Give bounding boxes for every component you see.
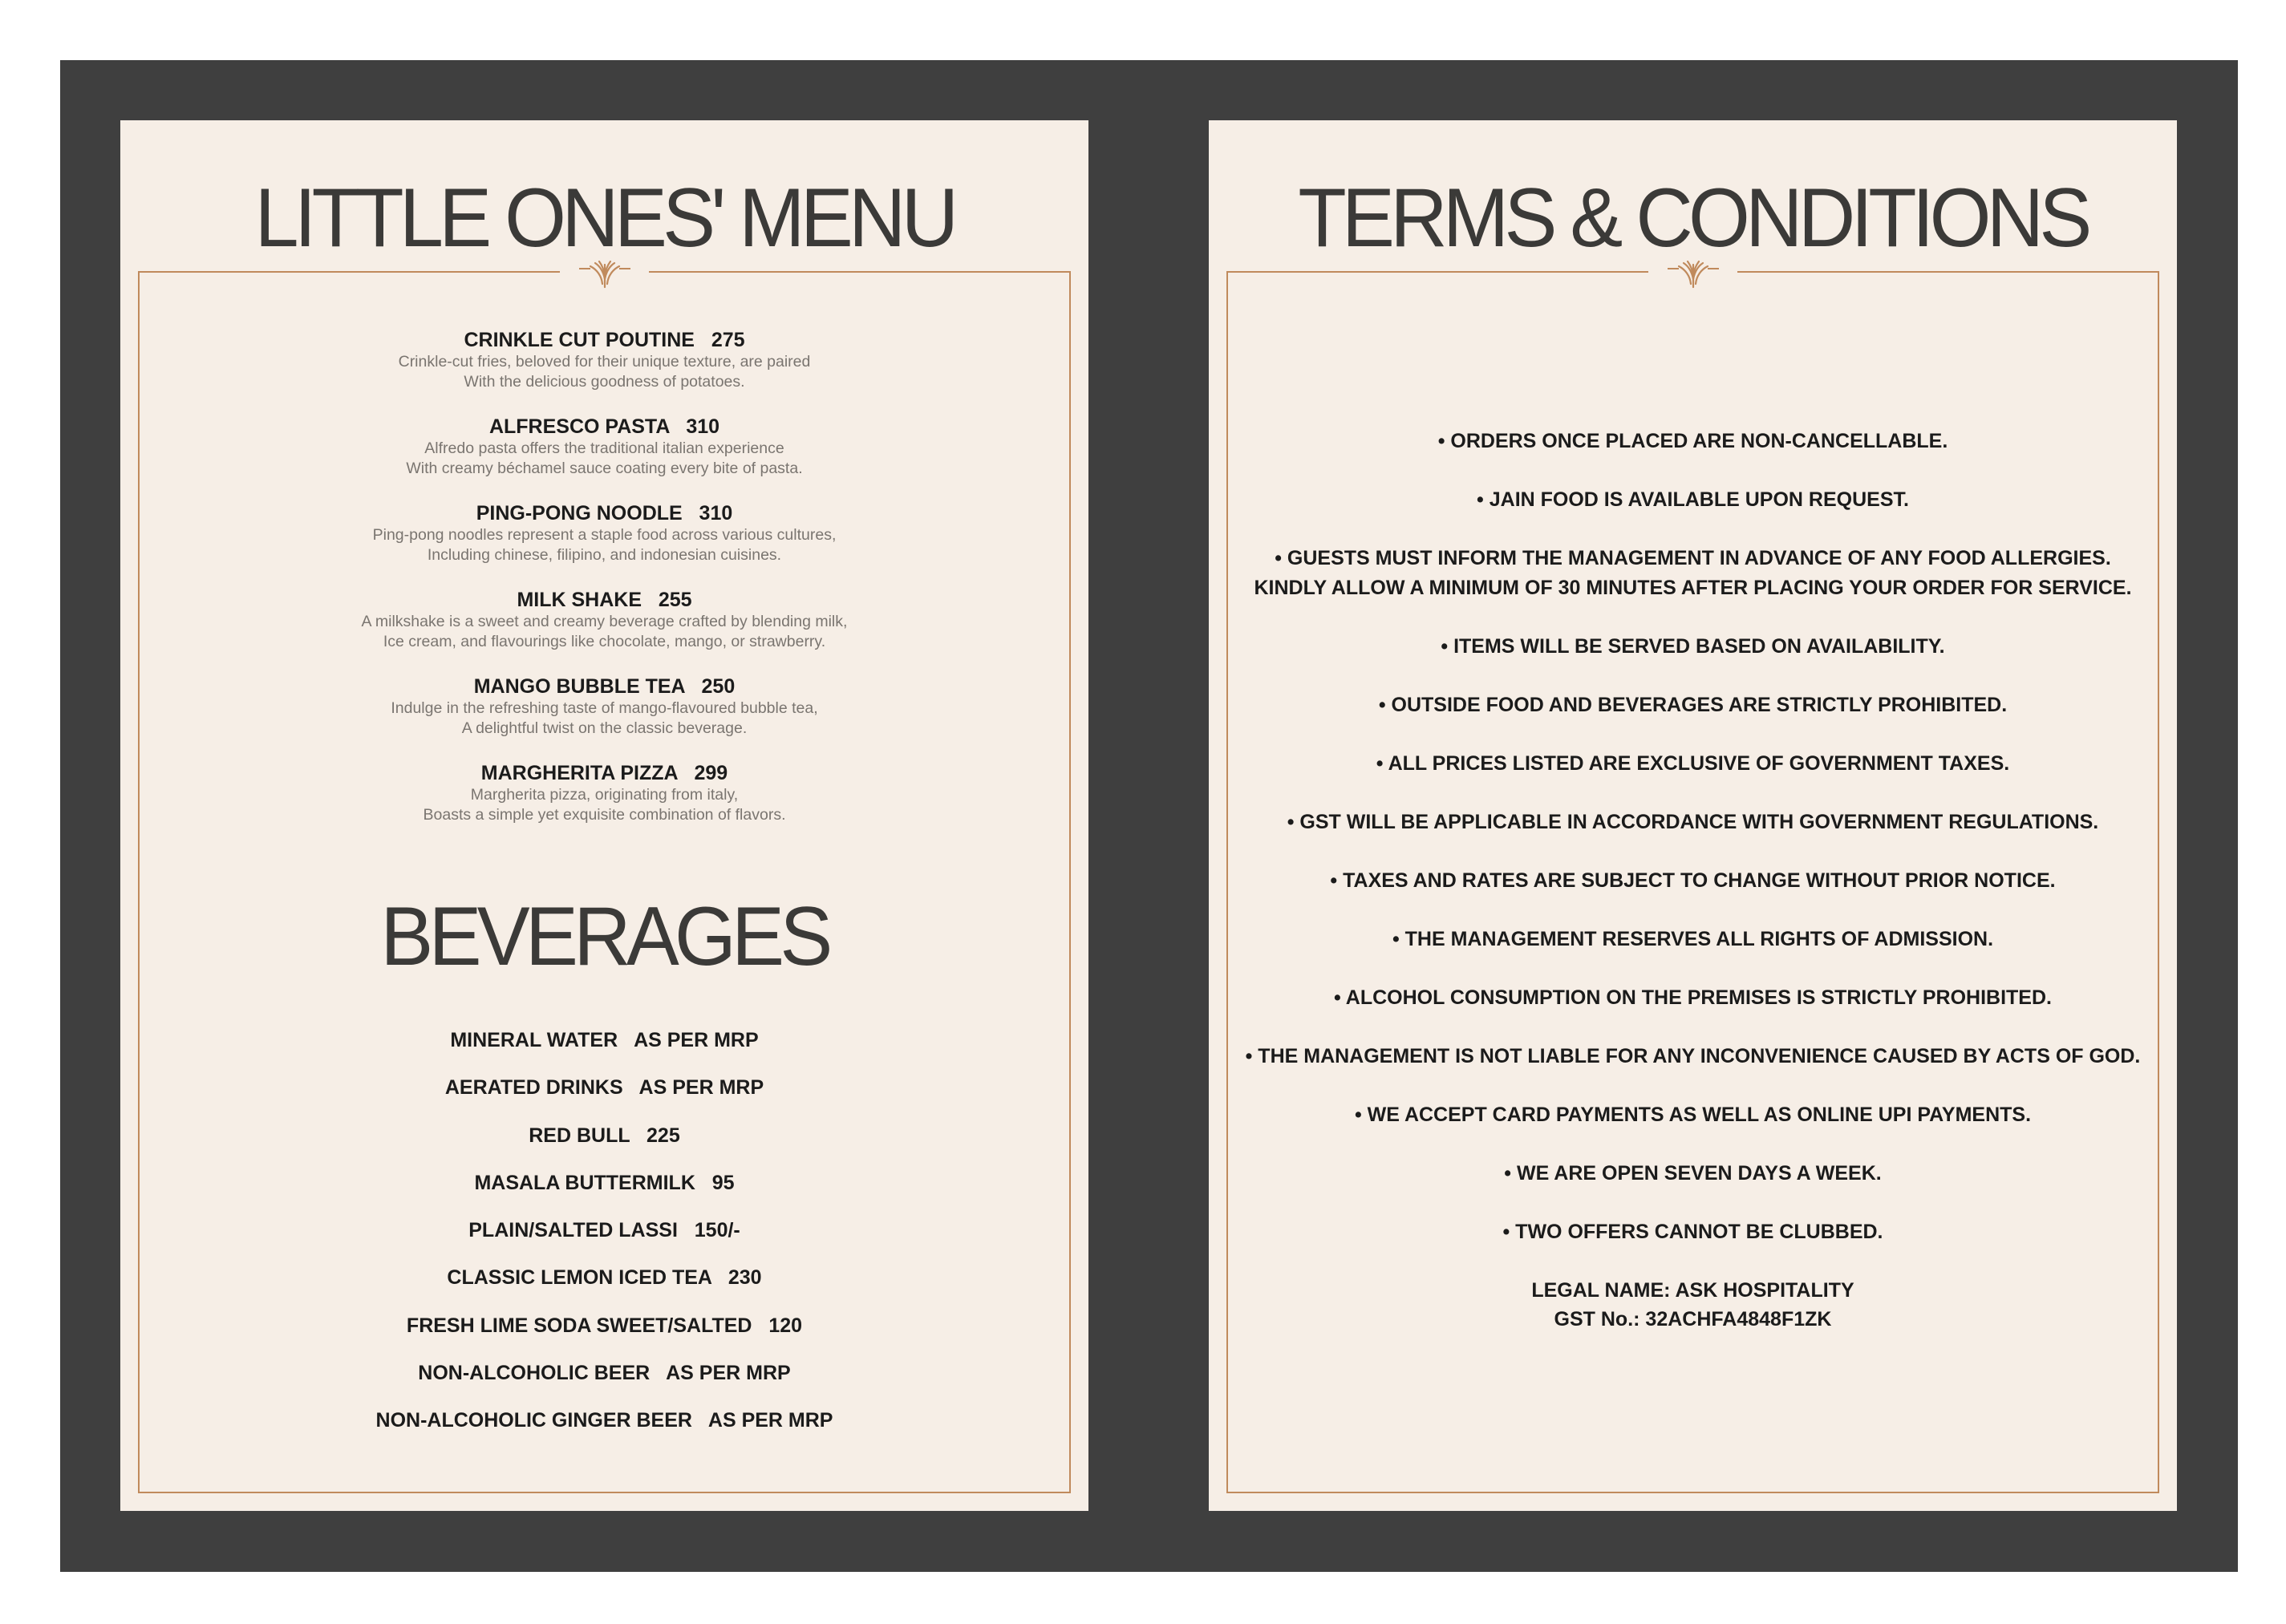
item-description: Alfredo pasta offers the traditional italian experience <box>424 439 784 457</box>
term-item: • THE MANAGEMENT IS NOT LIABLE FOR ANY INCONVENIENCE CAUSED BY ACTS OF GOD. <box>1245 1044 2141 1067</box>
term-item: • ALCOHOL CONSUMPTION ON THE PREMISES IS STRICTLY PROHIBITED. <box>1334 986 2052 1009</box>
item-description: Crinkle-cut fries, beloved for their unique texture, are paired <box>398 353 811 371</box>
item-heading <box>120 415 1088 439</box>
item-description: A delightful twist on the classic beverage. <box>461 719 748 737</box>
menu-title: LITTLE ONES' MENU <box>254 172 955 265</box>
beverage-price: 225 <box>646 1124 680 1147</box>
beverage-price: 150/- <box>694 1219 740 1242</box>
beverage-item <box>120 1266 1088 1313</box>
item-description: Ice cream, and flavourings like chocolate, mango, or strawberry. <box>383 633 826 650</box>
beverage-item <box>120 1361 1088 1408</box>
item-heading <box>120 588 1088 612</box>
beverage-items <box>120 1028 1088 1456</box>
item-name: CRINKLE CUT POUTINE <box>464 329 695 351</box>
beverage-item <box>120 1218 1088 1266</box>
menu-item <box>120 415 1088 501</box>
term-item: • TWO OFFERS CANNOT BE CLUBBED. <box>1502 1220 1883 1243</box>
item-price: 310 <box>686 415 720 438</box>
kids-menu-page <box>120 120 1088 1511</box>
item-description: Ping-pong noodles represent a staple food across various cultures, <box>372 526 837 544</box>
term-item: • WE ARE OPEN SEVEN DAYS A WEEK. <box>1504 1161 1882 1185</box>
item-price: 275 <box>711 329 745 351</box>
menu-items <box>120 328 1088 848</box>
item-price: 310 <box>699 502 733 524</box>
item-price: 255 <box>658 589 692 611</box>
beverage-price: AS PER MRP <box>666 1362 791 1385</box>
menu-item <box>120 674 1088 761</box>
term-item: • ITEMS WILL BE SERVED BASED ON AVAILABILITY. <box>1441 634 1945 658</box>
menu-item <box>120 588 1088 674</box>
item-description: Margherita pizza, originating from italy, <box>470 786 739 804</box>
beverage-price: 120 <box>768 1314 803 1337</box>
item-description: Indulge in the refreshing taste of mango-flavoured bubble tea, <box>391 699 818 717</box>
beverage-price: AS PER MRP <box>707 1409 833 1432</box>
terms-title: TERMS & CONDITIONS <box>1298 172 2088 265</box>
item-name: ALFRESCO PASTA <box>488 415 670 438</box>
term-item: • ORDERS ONCE PLACED ARE NON-CANCELLABLE. <box>1437 430 1948 452</box>
term-item: • JAIN FOOD IS AVAILABLE UPON REQUEST. <box>1477 488 1909 511</box>
beverage-name: FRESH LIME SODA SWEET/SALTED <box>406 1314 752 1337</box>
terms-page <box>1209 120 2177 1511</box>
item-heading <box>120 674 1088 699</box>
beverage-name: RED BULL <box>529 1124 630 1147</box>
beverage-item <box>120 1408 1088 1456</box>
beverages-title: BEVERAGES <box>380 890 829 983</box>
menu-item <box>120 501 1088 588</box>
terms-list <box>1209 427 2177 1363</box>
term-item: • WE ACCEPT CARD PAYMENTS AS WELL AS ONLINE UPI PAYMENTS. <box>1354 1103 2032 1126</box>
beverage-name: MASALA BUTTERMILK <box>474 1171 695 1194</box>
item-description: A milkshake is a sweet and creamy beverage crafted by blending milk, <box>361 613 848 630</box>
item-name: MANGO BUBBLE TEA <box>473 675 685 698</box>
item-description: Including chinese, filipino, and indonesian cuisines. <box>427 546 782 564</box>
item-heading <box>120 761 1088 785</box>
beverage-name: CLASSIC LEMON ICED TEA <box>447 1266 712 1290</box>
beverage-price: AS PER MRP <box>638 1076 764 1100</box>
beverage-price: 95 <box>711 1171 735 1194</box>
term-item: • TAXES AND RATES ARE SUBJECT TO CHANGE WITHOUT PRIOR NOTICE. <box>1330 869 2056 892</box>
beverage-price: AS PER MRP <box>634 1029 759 1051</box>
item-price: 250 <box>701 675 736 698</box>
term-item: • OUTSIDE FOOD AND BEVERAGES ARE STRICTLY PROHIBITED. <box>1378 693 2008 716</box>
beverage-item <box>120 1314 1088 1361</box>
term-item: • GST WILL BE APPLICABLE IN ACCORDANCE WITH GOVERNMENT REGULATIONS. <box>1287 810 2099 833</box>
item-name: MARGHERITA PIZZA <box>480 762 678 784</box>
item-description: With the delicious goodness of potatoes. <box>464 373 745 391</box>
item-name: PING-PONG NOODLE <box>476 502 683 524</box>
beverage-item <box>120 1028 1088 1075</box>
beverage-name: MINERAL WATER <box>450 1029 618 1051</box>
beverage-name: NON-ALCOHOLIC GINGER BEER <box>375 1409 692 1432</box>
term-item: • GUESTS MUST INFORM THE MANAGEMENT IN ADVANCE OF ANY FOOD ALLERGIES. KINDLY ALLOW A MINIMUM OF 30 MINUTES AFTER PLACING YOUR ORDER FOR SERVICE. <box>1254 547 2132 599</box>
beverage-item <box>120 1124 1088 1171</box>
item-price: 299 <box>694 762 728 784</box>
item-name: MILK SHAKE <box>517 589 642 611</box>
item-heading <box>120 328 1088 352</box>
beverage-name: PLAIN/SALTED LASSI <box>468 1219 678 1242</box>
item-heading <box>120 501 1088 525</box>
beverage-item <box>120 1171 1088 1218</box>
term-item: • THE MANAGEMENT RESERVES ALL RIGHTS OF ADMISSION. <box>1392 927 1994 950</box>
item-description: With creamy béchamel sauce coating every bite of pasta. <box>406 460 803 477</box>
beverage-name: NON-ALCOHOLIC BEER <box>418 1362 651 1385</box>
item-description: Boasts a simple yet exquisite combination of flavors. <box>423 806 786 824</box>
beverage-item <box>120 1075 1088 1123</box>
beverage-price: 230 <box>728 1266 762 1290</box>
menu-item <box>120 328 1088 415</box>
menu-item <box>120 761 1088 848</box>
beverage-name: AERATED DRINKS <box>444 1076 623 1100</box>
term-item: LEGAL NAME: ASK HOSPITALITY GST No.: 32ACHFA4848F1ZK <box>1531 1278 1854 1330</box>
term-item: • ALL PRICES LISTED ARE EXCLUSIVE OF GOVERNMENT TAXES. <box>1376 751 2010 775</box>
